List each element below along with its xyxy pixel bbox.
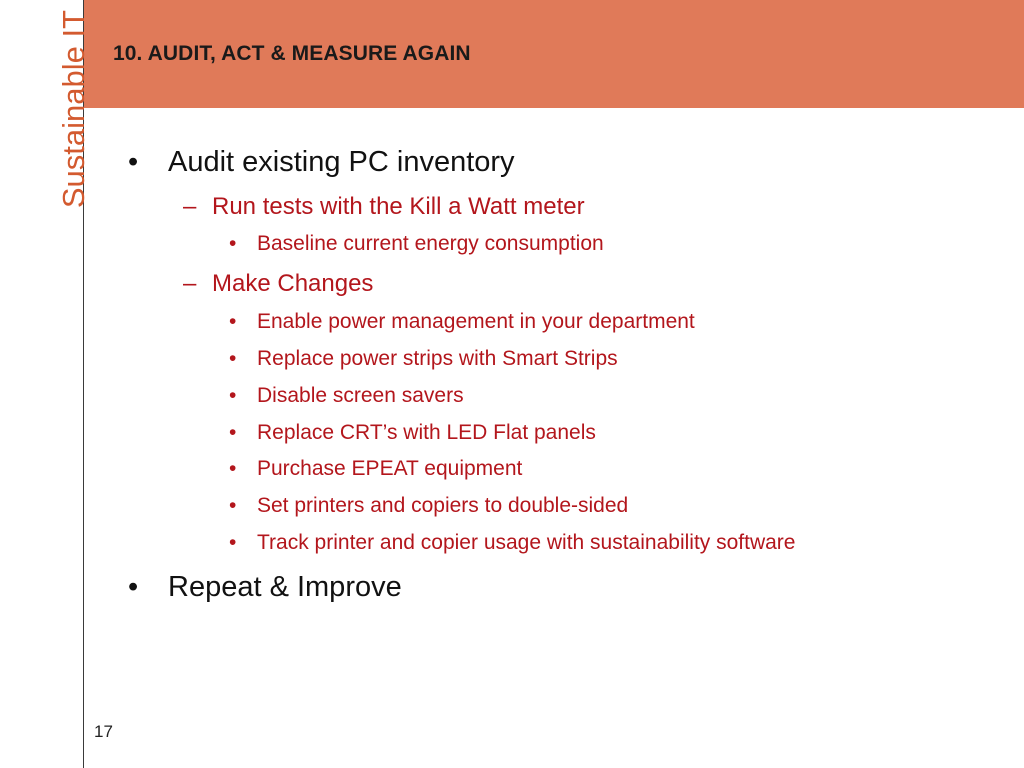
sub-bullet-text: Make Changes xyxy=(212,270,374,297)
dash-marker: – xyxy=(183,270,197,297)
bullet-marker: • xyxy=(229,457,237,480)
detail-bullet-text: Replace power strips with Smart Strips xyxy=(257,347,618,370)
bullet-marker: • xyxy=(229,347,237,370)
bullet-marker: • xyxy=(229,310,237,333)
detail-bullet-text: Set printers and copiers to double-sided xyxy=(257,494,629,517)
detail-bullet-text: Baseline current energy consumption xyxy=(257,232,604,255)
bullet-text: Audit existing PC inventory xyxy=(168,146,515,178)
bullet-text: Repeat & Improve xyxy=(168,571,402,603)
detail-bullet-text: Purchase EPEAT equipment xyxy=(257,457,523,480)
detail-bullet-text: Replace CRT’s with LED Flat panels xyxy=(257,421,596,444)
dash-marker: – xyxy=(183,193,197,220)
bullet-marker: • xyxy=(128,571,139,603)
page-number: 17 xyxy=(94,722,113,741)
detail-bullet-text: Enable power management in your department xyxy=(257,310,695,333)
detail-bullet-text: Disable screen savers xyxy=(257,384,464,407)
bullet-marker: • xyxy=(229,384,237,407)
slide-title: 10. AUDIT, ACT & MEASURE AGAIN xyxy=(113,42,471,65)
bullet-marker: • xyxy=(229,531,237,554)
sub-bullet-text: Run tests with the Kill a Watt meter xyxy=(212,193,585,220)
detail-bullet-text: Track printer and copier usage with sustainability software xyxy=(257,531,796,554)
bullet-marker: • xyxy=(229,494,237,517)
brand-label: Sustainable IT xyxy=(56,10,91,209)
bullet-marker: • xyxy=(229,421,237,444)
bullet-marker: • xyxy=(229,232,237,255)
bullet-marker: • xyxy=(128,146,139,178)
